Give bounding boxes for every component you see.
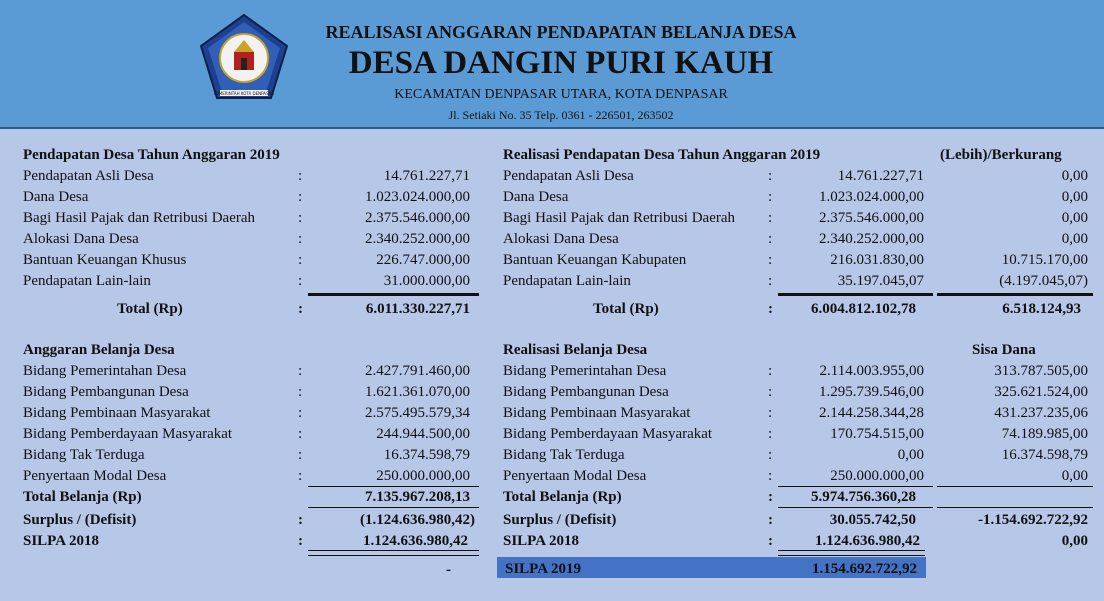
item-diff: 0,00 (1061, 231, 1088, 247)
pendapatan-title: Pendapatan Desa Tahun Anggaran 2019 (23, 147, 280, 163)
item-label: Pendapatan Lain-lain (23, 273, 151, 289)
list-item (0, 403, 1104, 424)
colon: : (298, 189, 303, 205)
item-sisa: 16.374.598,79 (1001, 447, 1088, 463)
surplus-value: 30.055.742,50 (829, 512, 916, 528)
silpa-label: SILPA 2018 (23, 533, 99, 549)
colon: : (298, 210, 303, 226)
item-value: 31.000.000,00 (383, 273, 470, 289)
colon: : (298, 512, 303, 528)
colon: : (768, 301, 773, 317)
item-value: 244.944.500,00 (376, 426, 470, 442)
diff-title: (Lebih)/Berkurang (940, 147, 1062, 163)
colon: : (768, 384, 773, 400)
item-value: 170.754.515,00 (830, 426, 924, 442)
realisasi-silpa-2018-row (0, 531, 1104, 552)
item-value: 14.761.227,71 (383, 168, 470, 184)
item-diff: 0,00 (1061, 168, 1088, 184)
colon: : (298, 405, 303, 421)
total-rule (778, 293, 933, 296)
total-label: Total (Rp) (117, 301, 183, 317)
item-value: 226.747.000,00 (376, 252, 470, 268)
item-value: 2.144.258.344,28 (819, 405, 924, 421)
silpa-label: SILPA 2018 (503, 533, 579, 549)
list-item (0, 187, 1104, 208)
silpa-2019-value: 1.154.692.722,92 (812, 561, 917, 577)
colon: : (298, 533, 303, 549)
colon: : (768, 273, 773, 289)
colon: : (298, 168, 303, 184)
colon: : (298, 468, 303, 484)
list-item (0, 229, 1104, 250)
item-value: 250.000.000,00 (830, 468, 924, 484)
colon: : (298, 273, 303, 289)
item-value: 1.023.024.000,00 (365, 189, 470, 205)
item-label: Penyertaan Modal Desa (23, 468, 167, 484)
colon: : (768, 363, 773, 379)
sisa-dana-title: Sisa Dana (972, 342, 1036, 358)
colon: : (768, 468, 773, 484)
item-label: Bantuan Keuangan Kabupaten (503, 252, 687, 268)
item-label: Penyertaan Modal Desa (503, 468, 647, 484)
colon: : (298, 231, 303, 247)
realisasi-belanja-total-row (0, 487, 1104, 508)
item-value: 1.023.024.000,00 (819, 189, 924, 205)
village-name: DESA DANGIN PURI KAUH (348, 45, 774, 81)
item-sisa: 74.189.985,00 (1001, 426, 1088, 442)
realisasi-belanja-title: Realisasi Belanja Desa (503, 342, 648, 358)
item-value: 2.375.546.000,00 (365, 210, 470, 226)
item-value: 1.295.739.546,00 (819, 384, 924, 400)
item-label: Bidang Pembinaan Masyarakat (503, 405, 691, 421)
total-value: 6.011.330.227,71 (365, 301, 470, 317)
report-header (0, 0, 1104, 129)
total-rule (308, 293, 479, 296)
item-sisa: 0,00 (1061, 468, 1088, 484)
total-underline (778, 507, 933, 508)
item-value: 2.114.003.955,00 (819, 363, 924, 379)
item-label: Pendapatan Lain-lain (503, 273, 631, 289)
realisasi-pendapatan-title: Realisasi Pendapatan Desa Tahun Anggaran 2019 (503, 147, 821, 163)
list-item (0, 361, 1104, 382)
total-label: Total Belanja (Rp) (23, 489, 142, 505)
item-label: Bantuan Keuangan Khusus (23, 252, 187, 268)
total-label: Total Belanja (Rp) (503, 489, 622, 505)
item-label: Bidang Pemerintahan Desa (23, 363, 187, 379)
list-item (0, 208, 1104, 229)
realisasi-surplus-row (0, 510, 1104, 531)
total-diff: 6.518.124,93 (1002, 301, 1081, 317)
item-label: Bagi Hasil Pajak dan Retribusi Daerah (23, 210, 256, 226)
colon: : (768, 405, 773, 421)
silpa-2019-row (0, 559, 1104, 580)
surplus-diff: -1.154.692.722,92 (978, 512, 1088, 528)
item-label: Bidang Pembinaan Masyarakat (23, 405, 211, 421)
item-value: 16.374.598,79 (383, 447, 470, 463)
list-item (0, 424, 1104, 445)
item-value: 1.621.361.070,00 (365, 384, 470, 400)
silpa-2019-label: SILPA 2019 (505, 561, 581, 577)
item-label: Bidang Pemerintahan Desa (503, 363, 667, 379)
list-item (0, 166, 1104, 187)
item-value: 2.375.546.000,00 (819, 210, 924, 226)
item-diff: 10.715.170,00 (1001, 252, 1088, 268)
item-value: 2.340.252.000,00 (819, 231, 924, 247)
item-value: 2.575.495.579,34 (365, 405, 470, 421)
silpa-value: 1.124.636.980,42 (815, 533, 920, 549)
surplus-label: Surplus / (Defisit) (503, 512, 617, 528)
colon: : (768, 533, 773, 549)
colon: : (768, 168, 773, 184)
item-diff: (4.197.045,07) (999, 273, 1088, 289)
district-city: KECAMATAN DENPASAR UTARA, KOTA DENPASAR (394, 87, 728, 102)
colon: : (298, 447, 303, 463)
realisasi-pendapatan-total-row (0, 299, 1104, 320)
item-label: Bidang Pemberdayaan Masyarakat (23, 426, 233, 442)
item-label: Alokasi Dana Desa (503, 231, 619, 247)
item-label: Dana Desa (503, 189, 569, 205)
colon: : (768, 489, 773, 505)
colon: : (298, 426, 303, 442)
dash: - (446, 562, 451, 578)
diff-total-rule (937, 293, 1093, 296)
item-value: 0,00 (897, 447, 924, 463)
list-item (0, 271, 1104, 292)
colon: : (768, 426, 773, 442)
sisa-total-underline (937, 507, 1093, 508)
colon: : (298, 363, 303, 379)
colon: : (768, 252, 773, 268)
double-underline (778, 550, 925, 556)
item-label: Pendapatan Asli Desa (503, 168, 634, 184)
silpa-diff: 0,00 (1061, 533, 1088, 549)
item-label: Bidang Pembangunan Desa (503, 384, 669, 400)
item-value: 2.340.252.000,00 (365, 231, 470, 247)
colon: : (768, 231, 773, 247)
item-label: Pendapatan Asli Desa (23, 168, 154, 184)
item-value: 216.031.830,00 (830, 252, 924, 268)
surplus-label: Surplus / (Defisit) (23, 512, 137, 528)
item-label: Bidang Pembangunan Desa (23, 384, 189, 400)
report-title: REALISASI ANGGARAN PENDAPATAN BELANJA DESA (325, 22, 797, 42)
item-sisa: 325.621.524,00 (994, 384, 1088, 400)
item-sisa: 431.237.235,06 (994, 405, 1088, 421)
item-diff: 0,00 (1061, 210, 1088, 226)
colon: : (298, 301, 303, 317)
colon: : (298, 384, 303, 400)
belanja-title: Anggaran Belanja Desa (23, 342, 175, 358)
item-diff: 0,00 (1061, 189, 1088, 205)
total-label: Total (Rp) (593, 301, 659, 317)
item-value: 35.197.045,07 (837, 273, 924, 289)
list-item (0, 466, 1104, 487)
colon: : (768, 447, 773, 463)
item-value: 250.000.000,00 (376, 468, 470, 484)
item-value: 2.427.791.460,00 (365, 363, 470, 379)
colon: : (768, 512, 773, 528)
surplus-value: (1.124.636.980,42) (360, 512, 475, 528)
item-label: Bidang Tak Terduga (503, 447, 625, 463)
colon: : (768, 189, 773, 205)
item-label: Bidang Tak Terduga (23, 447, 145, 463)
item-label: Alokasi Dana Desa (23, 231, 139, 247)
item-sisa: 313.787.505,00 (994, 363, 1088, 379)
list-item (0, 445, 1104, 466)
item-value: 14.761.227,71 (837, 168, 924, 184)
colon: : (298, 252, 303, 268)
address: Jl. Setiaki No. 35 Telp. 0361 - 226501, 263502 (448, 108, 674, 122)
item-label: Bidang Pemberdayaan Masyarakat (503, 426, 713, 442)
list-item (0, 382, 1104, 403)
silpa-value: 1.124.636.980,42 (363, 533, 468, 549)
item-label: Dana Desa (23, 189, 89, 205)
colon: : (768, 210, 773, 226)
svg-text:PEMERINTAH KOTA DENPASAR: PEMERINTAH KOTA DENPASAR (213, 91, 275, 96)
total-value: 6.004.812.102,78 (811, 301, 916, 317)
list-item (0, 250, 1104, 271)
total-value: 7.135.967.208,13 (365, 489, 470, 505)
total-value: 5.974.756.360,28 (811, 489, 916, 505)
item-label: Bagi Hasil Pajak dan Retribusi Daerah (503, 210, 736, 226)
